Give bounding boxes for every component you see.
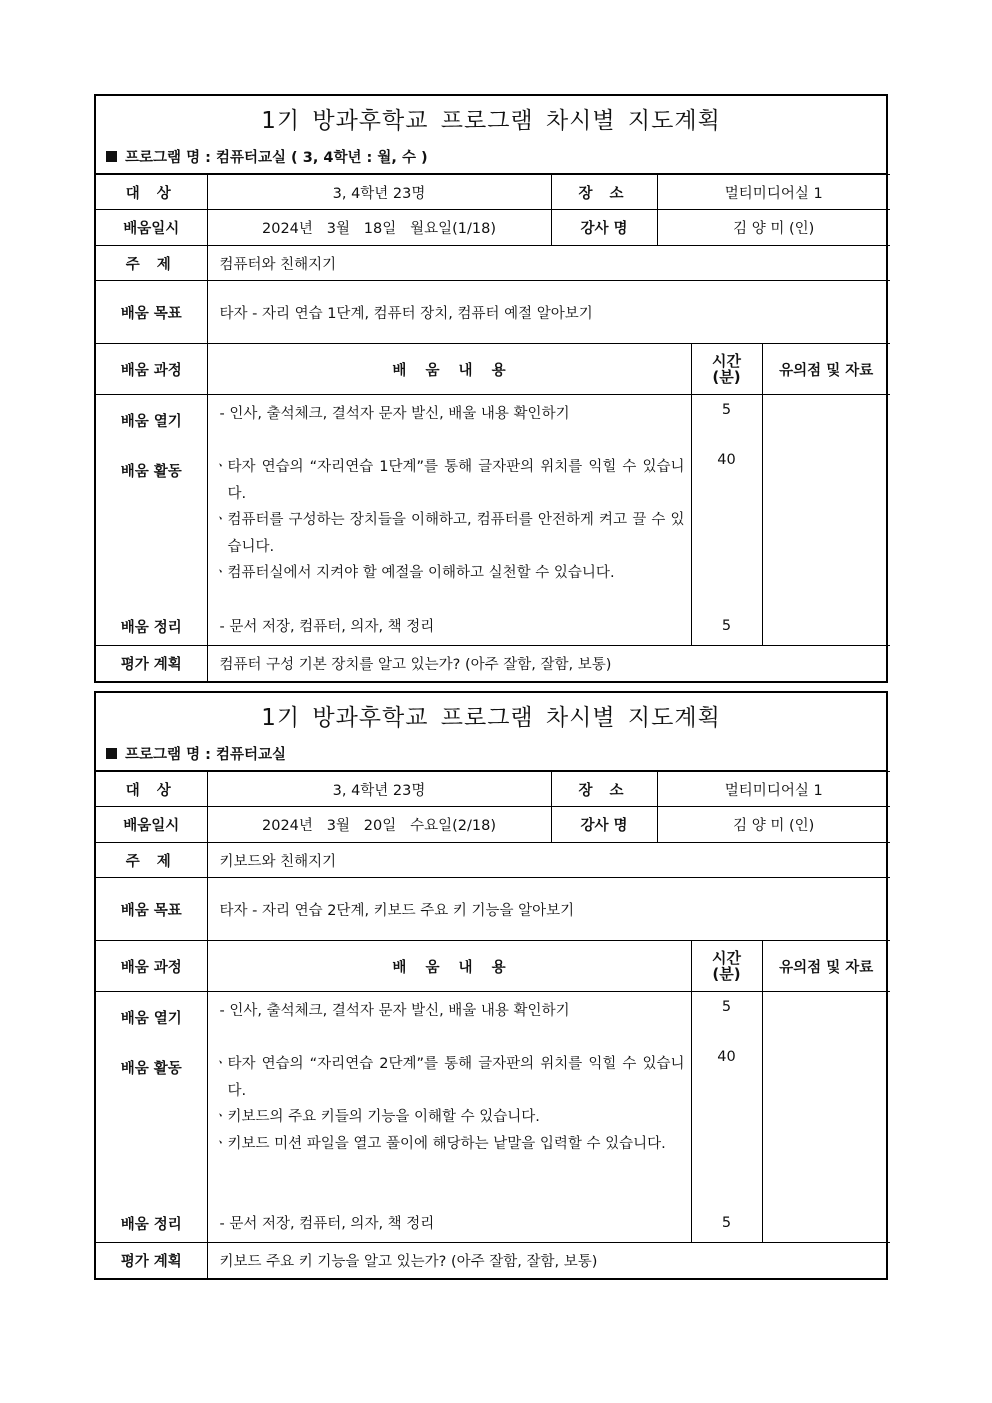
goal-value: 타자 - 자리 연습 1단계, 컴퓨터 장치, 컴퓨터 예절 알아보기 <box>207 281 890 344</box>
activity-list <box>214 1051 685 1157</box>
activity-label: 배움 활동 <box>120 464 182 480</box>
place-label: 장 소 <box>551 772 657 807</box>
time-header-bottom: (분) <box>712 965 741 983</box>
date-label: 배움일시 <box>96 210 207 246</box>
plan-table <box>96 771 890 1278</box>
notes-header: 유의점 및 자료 <box>762 941 890 992</box>
place-value: 멀티미디어실 1 <box>657 772 890 807</box>
program-name-text: 프로그램 명 : 컴퓨터교실 ( 3, 4학년 : 월, 수 ) <box>125 150 428 166</box>
activity-list <box>214 454 685 587</box>
date-value: 2024년 3월 20일 수요일(2/18) <box>207 807 551 843</box>
topic-label: 주 제 <box>96 843 207 878</box>
topic-value: 컴퓨터와 친해지기 <box>207 246 890 281</box>
place-label: 장 소 <box>551 175 657 210</box>
eval-label: 평가 계획 <box>96 646 207 681</box>
process-column <box>96 395 207 646</box>
time-column <box>691 395 762 646</box>
open-label: 배움 열기 <box>120 1011 182 1027</box>
activity-item: ㆍ컴퓨터실에서 지켜야 할 예절을 이해하고 실천할 수 있습니다. <box>213 565 615 581</box>
activity-item: ㆍ타자 연습의 “자리연습 1단계”를 통해 글자판의 위치를 익힐 수 있습니다. <box>213 459 685 502</box>
content-header: 배 움 내 용 <box>207 344 691 395</box>
close-label: 배움 정리 <box>120 1217 182 1233</box>
eval-value: 키보드 주요 키 기능을 알고 있는가? (아주 잘함, 잘함, 보통) <box>207 1243 890 1278</box>
plan-title: 1기 방과후학교 프로그램 차시별 지도계획 <box>261 107 721 134</box>
activity-label: 배움 활동 <box>120 1061 182 1077</box>
activity-time: 40 <box>717 452 736 468</box>
time-header <box>691 941 762 992</box>
time-header-top: 시간 <box>712 949 741 967</box>
goal-label: 배움 목표 <box>96 281 207 344</box>
open-time: 5 <box>721 999 732 1015</box>
time-column <box>691 992 762 1243</box>
target-value: 3, 4학년 23명 <box>207 772 551 807</box>
open-content: - 인사, 출석체크, 결석자 문자 발신, 배울 내용 확인하기 <box>219 406 570 422</box>
date-label: 배움일시 <box>96 807 207 843</box>
content-header: 배 움 내 용 <box>207 941 691 992</box>
program-name-text: 프로그램 명 : 컴퓨터교실 <box>125 747 287 763</box>
activity-item: ㆍ타자 연습의 “자리연습 2단계”를 통해 글자판의 위치를 익힐 수 있습니다. <box>213 1056 685 1099</box>
notes-column <box>762 395 890 646</box>
lesson-plan-2 <box>94 691 888 1280</box>
place-value: 멀티미디어실 1 <box>657 175 890 210</box>
square-bullet-icon <box>106 748 117 759</box>
notes-column <box>762 992 890 1243</box>
close-content: - 문서 저장, 컴퓨터, 의자, 책 정리 <box>219 1216 435 1232</box>
close-time: 5 <box>721 618 732 634</box>
plan-title: 1기 방과후학교 프로그램 차시별 지도계획 <box>261 704 721 731</box>
activity-item: ㆍ컴퓨터를 구성하는 장치들을 이해하고, 컴퓨터를 안전하게 켜고 끌 수 있습니다. <box>213 512 685 555</box>
close-time: 5 <box>721 1215 732 1231</box>
content-column <box>207 992 691 1243</box>
activity-time: 40 <box>717 1049 736 1065</box>
date-value: 2024년 3월 18일 월요일(1/18) <box>207 210 551 246</box>
content-column <box>207 395 691 646</box>
target-label: 대 상 <box>96 772 207 807</box>
open-time: 5 <box>721 402 732 418</box>
process-column <box>96 992 207 1243</box>
open-content: - 인사, 출석체크, 결석자 문자 발신, 배울 내용 확인하기 <box>219 1003 570 1019</box>
close-label: 배움 정리 <box>120 620 182 636</box>
square-bullet-icon <box>106 151 117 162</box>
target-label: 대 상 <box>96 175 207 210</box>
program-name <box>96 737 886 771</box>
eval-value: 컴퓨터 구성 기본 장치를 알고 있는가? (아주 잘함, 잘함, 보통) <box>207 646 890 681</box>
lesson-plan-1 <box>94 94 888 683</box>
teacher-value: 김 양 미 (인) <box>657 807 890 843</box>
program-name <box>96 140 886 174</box>
close-content: - 문서 저장, 컴퓨터, 의자, 책 정리 <box>219 619 435 635</box>
target-value: 3, 4학년 23명 <box>207 175 551 210</box>
process-header: 배움 과정 <box>96 344 207 395</box>
goal-label: 배움 목표 <box>96 878 207 941</box>
notes-header: 유의점 및 자료 <box>762 344 890 395</box>
open-label: 배움 열기 <box>120 414 182 430</box>
process-header: 배움 과정 <box>96 941 207 992</box>
plan-table <box>96 174 890 681</box>
goal-value: 타자 - 자리 연습 2단계, 키보드 주요 키 기능을 알아보기 <box>207 878 890 941</box>
topic-label: 주 제 <box>96 246 207 281</box>
activity-item: ㆍ키보드의 주요 키들의 기능을 이해할 수 있습니다. <box>213 1109 540 1125</box>
teacher-label: 강사 명 <box>551 807 657 843</box>
topic-value: 키보드와 친해지기 <box>207 843 890 878</box>
activity-item: ㆍ키보드 미션 파일을 열고 풀이에 해당하는 낱말을 입력할 수 있습니다. <box>213 1135 666 1152</box>
time-header-bottom: (분) <box>712 368 741 386</box>
time-header <box>691 344 762 395</box>
teacher-value: 김 양 미 (인) <box>657 210 890 246</box>
teacher-label: 강사 명 <box>551 210 657 246</box>
eval-label: 평가 계획 <box>96 1243 207 1278</box>
time-header-top: 시간 <box>712 352 741 370</box>
